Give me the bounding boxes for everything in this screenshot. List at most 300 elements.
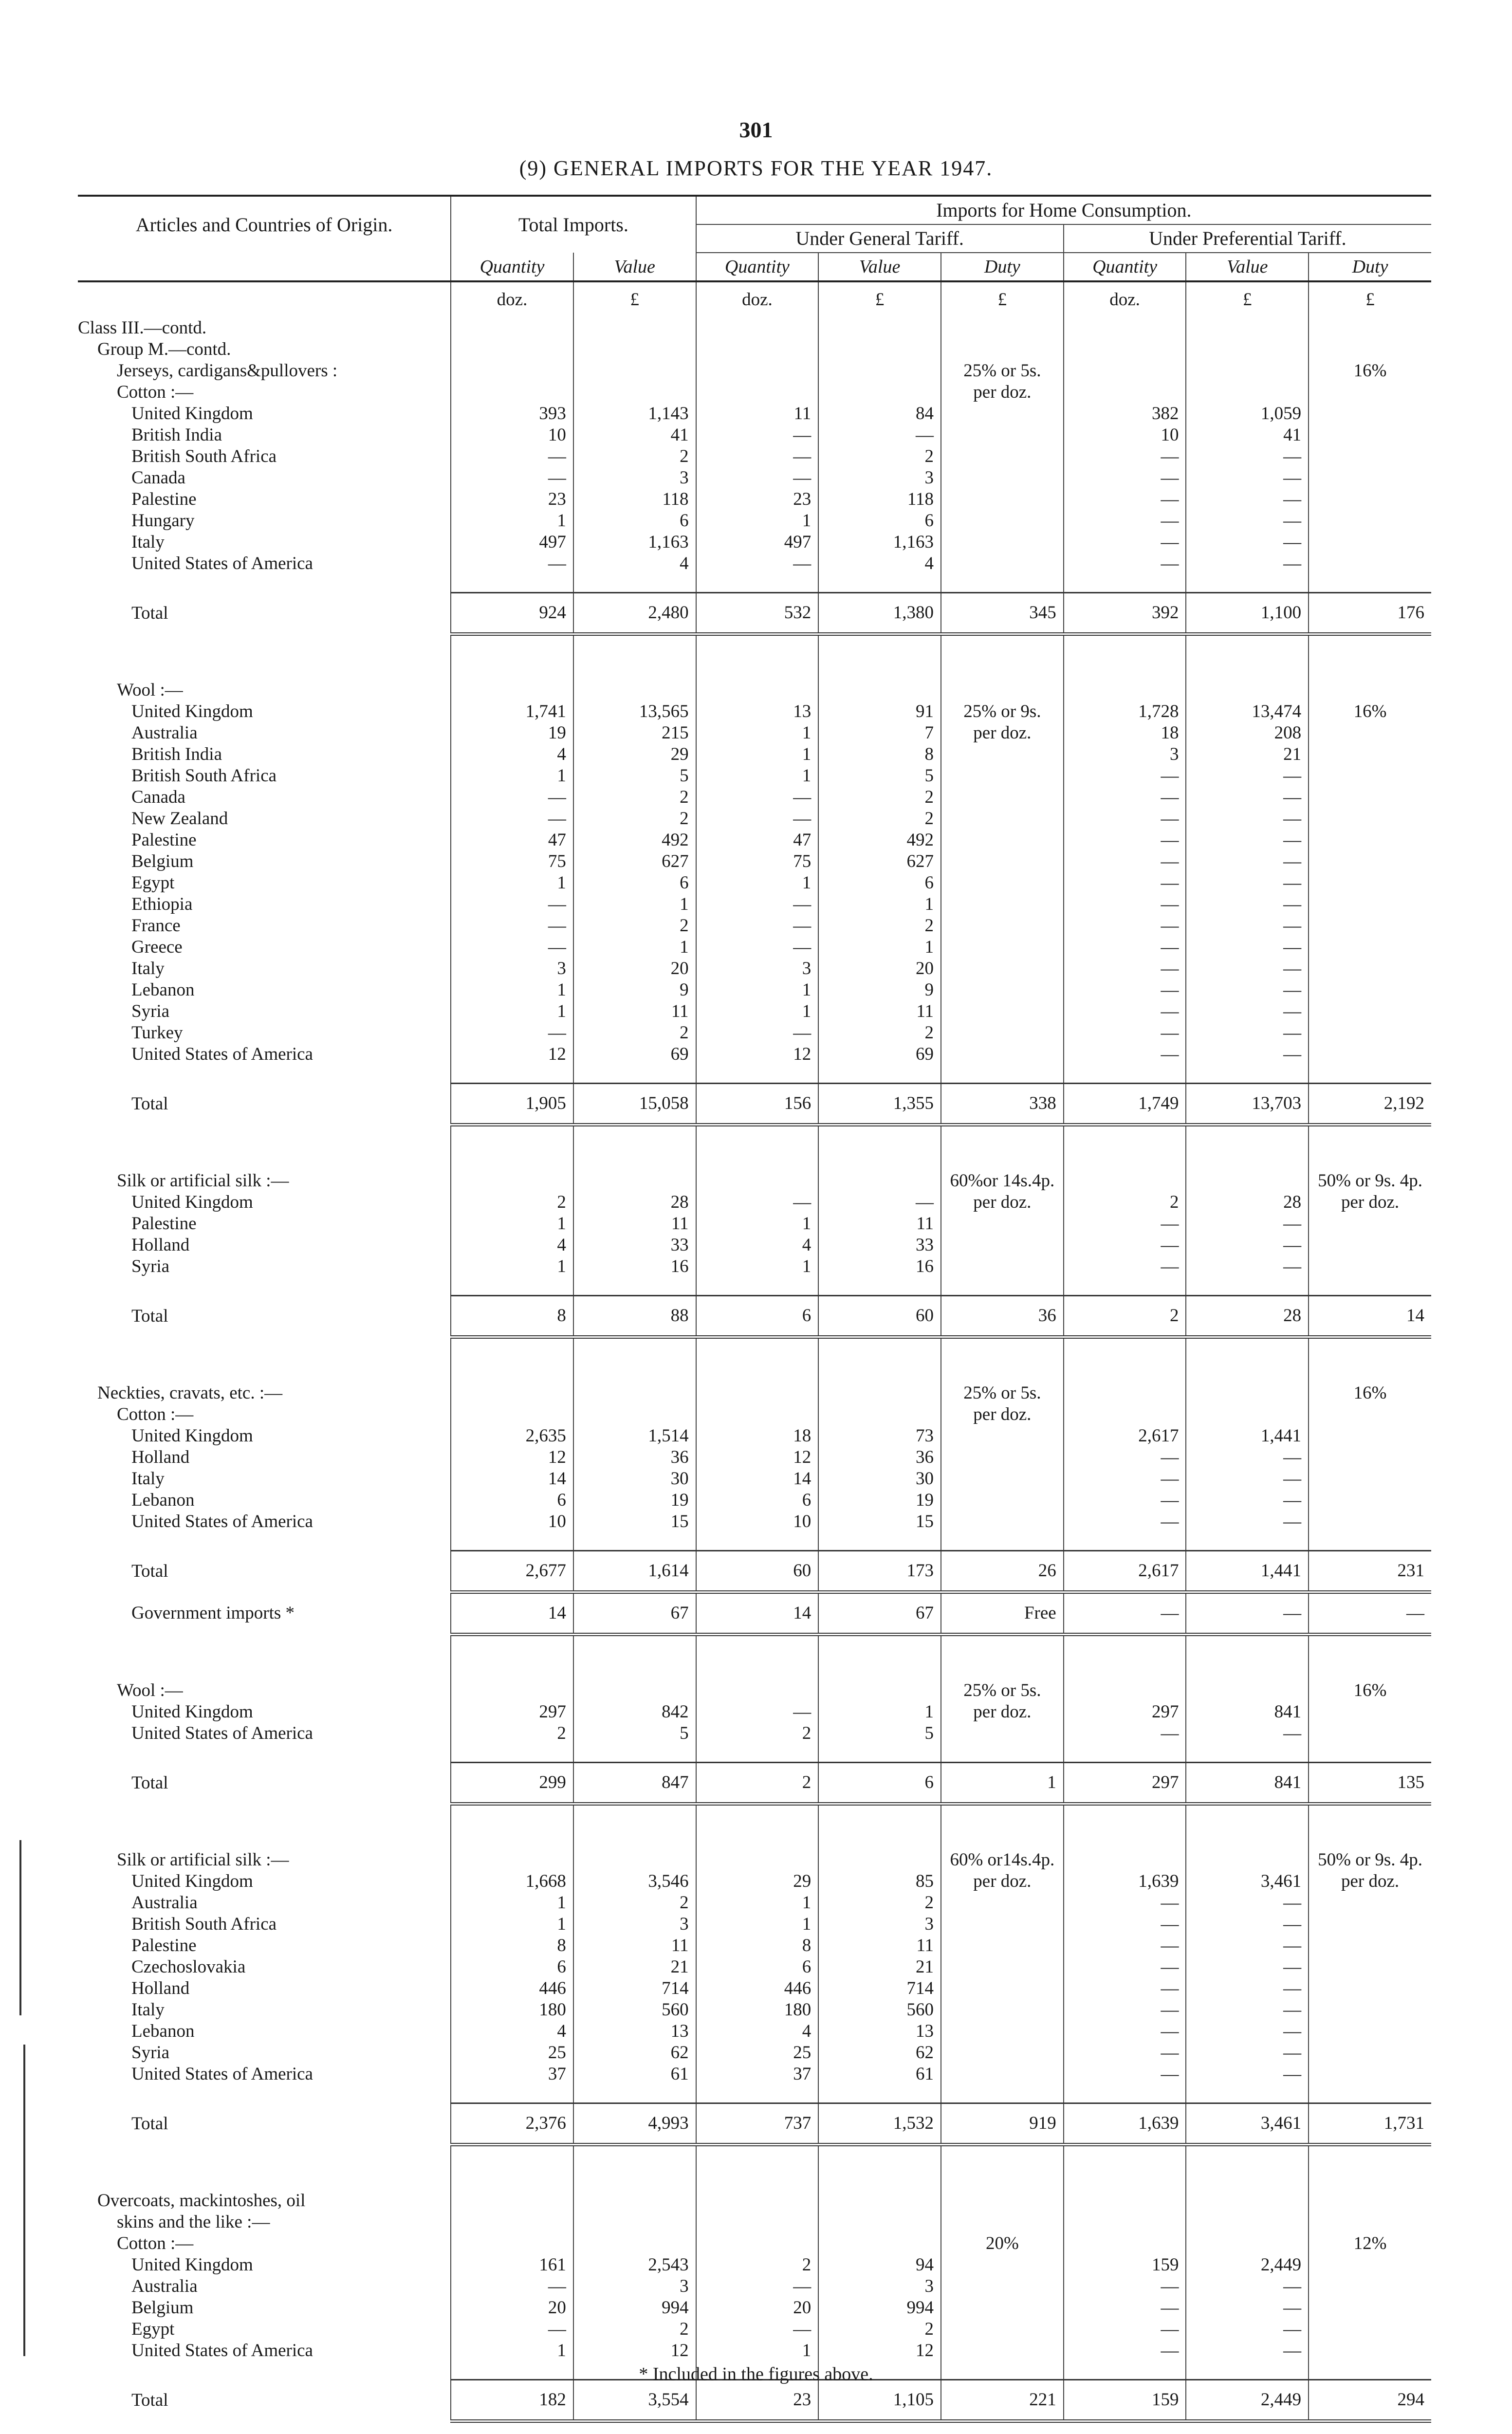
cell-pq: 159 — [1064, 2380, 1186, 2421]
row-label: Total — [131, 1561, 168, 1581]
cell-pduty: 1,731 — [1309, 2103, 1431, 2145]
cell-gq: 23 — [696, 2380, 819, 2421]
total-row — [78, 1296, 1431, 1337]
cell-pduty — [1309, 532, 1431, 553]
cell-pduty — [1309, 830, 1431, 851]
cell-gq: 12 — [696, 1044, 819, 1065]
cell-pduty — [1309, 2297, 1431, 2319]
cell-pq: — — [1064, 1044, 1186, 1065]
cell-pv: 3,461 — [1186, 1871, 1309, 1892]
cell-pduty — [1309, 872, 1431, 894]
cell-pduty — [1309, 937, 1431, 958]
cell-tq — [451, 360, 573, 382]
cell-tq: 497 — [451, 532, 573, 553]
spacer-row — [78, 1532, 1431, 1551]
cell-gv: 173 — [818, 1551, 941, 1592]
row-label: United Kingdom — [131, 2255, 253, 2275]
cell-pv: — — [1186, 1956, 1309, 1978]
cell-tq: 10 — [451, 424, 573, 446]
cell-pq: 3 — [1064, 744, 1186, 765]
cell-pq: — — [1064, 1914, 1186, 1935]
cell-tq — [451, 1170, 573, 1192]
cell-gduty: per doz. — [941, 1404, 1064, 1425]
row-label: Australia — [131, 1893, 198, 1913]
cell-tq: 6 — [451, 1956, 573, 1978]
cell-tq: 182 — [451, 2380, 573, 2421]
cell-pduty — [1309, 1723, 1431, 1744]
cell-gduty — [941, 467, 1064, 489]
cell-gv: 62 — [818, 2042, 941, 2064]
cell-pduty — [1309, 2340, 1431, 2361]
cell-pduty — [1309, 403, 1431, 424]
cell-gduty: per doz. — [941, 1871, 1064, 1892]
cell-tq: 1 — [451, 1892, 573, 1914]
cell-tv: 36 — [573, 1447, 696, 1468]
cell-gq: 1 — [696, 1256, 819, 1277]
cell-tq: 2 — [451, 1192, 573, 1213]
cell-gv: 3 — [818, 467, 941, 489]
table-row — [78, 979, 1431, 1001]
cell-gq — [696, 339, 819, 360]
cell-pq: — — [1064, 1213, 1186, 1235]
cell-tv: 3 — [573, 1914, 696, 1935]
section-heading-row — [78, 382, 1431, 403]
row-label: Cotton :— — [117, 1404, 194, 1424]
row-label: British India — [131, 425, 222, 445]
cell-gv: 2 — [818, 446, 941, 467]
cell-pq: 1,639 — [1064, 1871, 1186, 1892]
cell-pq: — — [1064, 958, 1186, 979]
cell-pq — [1064, 2190, 1186, 2212]
row-label: Canada — [131, 787, 185, 807]
cell-gq: — — [696, 2319, 819, 2340]
cell-pq: — — [1064, 2297, 1186, 2319]
cell-pq: 2,617 — [1064, 1551, 1186, 1592]
cell-gq: 446 — [696, 1978, 819, 1999]
cell-tq — [451, 2190, 573, 2212]
cell-gv — [818, 360, 941, 382]
cell-gv: 627 — [818, 851, 941, 872]
row-label: United States of America — [131, 1044, 313, 1064]
row-label: United Kingdom — [131, 701, 253, 721]
row-label: Total — [131, 603, 168, 623]
cell-pq: 2 — [1064, 1192, 1186, 1213]
table-row — [78, 403, 1431, 424]
cell-gduty — [941, 1956, 1064, 1978]
cell-tv: 15 — [573, 1511, 696, 1532]
cell-pv: 208 — [1186, 722, 1309, 744]
cell-gq — [696, 680, 819, 701]
cell-tq: — — [451, 2319, 573, 2340]
cell-tq: 1 — [451, 1001, 573, 1022]
cell-gv: 5 — [818, 1723, 941, 1744]
cell-gq: — — [696, 2276, 819, 2297]
cell-pv: — — [1186, 1490, 1309, 1511]
cell-gduty: per doz. — [941, 1192, 1064, 1213]
cell-gduty — [941, 339, 1064, 360]
cell-tq — [451, 2233, 573, 2254]
cell-tq — [451, 1383, 573, 1404]
cell-gduty: 345 — [941, 593, 1064, 634]
unit-cell: £ — [818, 281, 941, 317]
cell-gq: — — [696, 446, 819, 467]
cell-pv: — — [1186, 1723, 1309, 1744]
row-label: British India — [131, 744, 222, 764]
cell-pq: 392 — [1064, 593, 1186, 634]
cell-pq: 18 — [1064, 722, 1186, 744]
cell-tq: 1 — [451, 510, 573, 532]
cell-pduty — [1309, 2190, 1431, 2212]
cell-pq: — — [1064, 1723, 1186, 1744]
cell-tv: 19 — [573, 1490, 696, 1511]
cell-pduty — [1309, 765, 1431, 787]
spacer-row — [78, 634, 1431, 680]
cell-pv: 2,449 — [1186, 2380, 1309, 2421]
table-row — [78, 701, 1431, 722]
cell-gduty — [941, 1914, 1064, 1935]
row-label: Palestine — [131, 830, 197, 850]
cell-pduty — [1309, 958, 1431, 979]
cell-pq: 2 — [1064, 1296, 1186, 1337]
cell-tv: 627 — [573, 851, 696, 872]
header-general-quantity: Quantity — [696, 253, 819, 281]
spacer-row — [78, 1635, 1431, 1680]
cell-gq: 4 — [696, 2021, 819, 2042]
cell-pv — [1186, 317, 1309, 339]
page-number: 301 — [739, 117, 773, 142]
cell-gduty — [941, 1425, 1064, 1447]
cell-tq: 23 — [451, 489, 573, 510]
table-row — [78, 1999, 1431, 2021]
cell-gq: 8 — [696, 1935, 819, 1956]
table-row — [78, 1723, 1431, 1744]
cell-gq: 1 — [696, 979, 819, 1001]
cell-gq — [696, 360, 819, 382]
cell-gduty — [941, 1511, 1064, 1532]
table-row — [78, 1192, 1431, 1213]
table-row — [78, 1213, 1431, 1235]
cell-gduty: per doz. — [941, 382, 1064, 403]
cell-pv: 841 — [1186, 1763, 1309, 1804]
cell-pduty: 12% — [1309, 2233, 1431, 2254]
cell-tq: 1,668 — [451, 1871, 573, 1892]
cell-pq: — — [1064, 1468, 1186, 1490]
header-preferential-tariff: Under Preferential Tariff. — [1064, 224, 1431, 253]
table-row — [78, 2319, 1431, 2340]
cell-pq: — — [1064, 1001, 1186, 1022]
cell-pq: — — [1064, 1592, 1186, 1635]
cell-gq: 6 — [696, 1296, 819, 1337]
cell-gduty — [941, 1892, 1064, 1914]
row-label: United Kingdom — [131, 1702, 253, 1722]
cell-gv — [818, 1404, 941, 1425]
cell-tv: 1 — [573, 937, 696, 958]
cell-pq — [1064, 317, 1186, 339]
cell-tv — [573, 680, 696, 701]
cell-gv: 33 — [818, 1235, 941, 1256]
cell-pduty — [1309, 722, 1431, 744]
cell-tv: 62 — [573, 2042, 696, 2064]
cell-tv: 3 — [573, 467, 696, 489]
cell-gduty: 36 — [941, 1296, 1064, 1337]
cell-pq: 1,639 — [1064, 2103, 1186, 2145]
table-row — [78, 2297, 1431, 2319]
cell-tq: 20 — [451, 2297, 573, 2319]
cell-pduty — [1309, 808, 1431, 830]
cell-pq: — — [1064, 808, 1186, 830]
cell-tv: 69 — [573, 1044, 696, 1065]
table-row — [78, 1956, 1431, 1978]
cell-gduty — [941, 317, 1064, 339]
cell-tv: 13,565 — [573, 701, 696, 722]
cell-gq — [696, 1383, 819, 1404]
cell-tv: 13 — [573, 2021, 696, 2042]
cell-tv: 61 — [573, 2064, 696, 2085]
table-row — [78, 2340, 1431, 2361]
cell-tq: 8 — [451, 1296, 573, 1337]
row-label: Class III.—contd. — [78, 318, 207, 338]
cell-gv: 7 — [818, 722, 941, 744]
cell-pv: — — [1186, 2340, 1309, 2361]
row-label: Australia — [131, 723, 198, 743]
cell-tv: 2,480 — [573, 593, 696, 634]
table-row — [78, 1256, 1431, 1277]
cell-pq: — — [1064, 1447, 1186, 1468]
cell-pduty: 16% — [1309, 701, 1431, 722]
cell-gduty — [941, 2276, 1064, 2297]
cell-tv: 67 — [573, 1592, 696, 1635]
cell-pv: 28 — [1186, 1192, 1309, 1213]
cell-tv: 847 — [573, 1763, 696, 1804]
cell-gv: 12 — [818, 2340, 941, 2361]
cell-gv: — — [818, 1192, 941, 1213]
cell-gv: 1 — [818, 937, 941, 958]
cell-pduty — [1309, 382, 1431, 403]
cell-tv: 33 — [573, 1235, 696, 1256]
row-label: Egypt — [131, 873, 175, 893]
table-row — [78, 489, 1431, 510]
cell-pduty — [1309, 1022, 1431, 1044]
cell-gduty — [941, 2021, 1064, 2042]
row-label: New Zealand — [131, 809, 228, 829]
header-home-consumption: Imports for Home Consumption. — [696, 196, 1431, 224]
cell-gduty — [941, 872, 1064, 894]
cell-tv: 88 — [573, 1296, 696, 1337]
cell-gduty — [941, 1044, 1064, 1065]
cell-gq: 156 — [696, 1084, 819, 1125]
cell-tq: — — [451, 808, 573, 830]
cell-pq — [1064, 680, 1186, 701]
cell-gq: 29 — [696, 1871, 819, 1892]
cell-pduty — [1309, 1935, 1431, 1956]
row-label: Government imports * — [131, 1603, 295, 1623]
cell-gv: 1 — [818, 1701, 941, 1723]
cell-tq: — — [451, 787, 573, 808]
cell-tv — [573, 2190, 696, 2212]
cell-tv: 11 — [573, 1213, 696, 1235]
cell-gv: 36 — [818, 1447, 941, 1468]
cell-pduty — [1309, 1425, 1431, 1447]
section-heading-row — [78, 1383, 1431, 1404]
cell-pq — [1064, 1383, 1186, 1404]
cell-gv — [818, 1849, 941, 1871]
cell-pv — [1186, 1170, 1309, 1192]
table-row — [78, 851, 1431, 872]
cell-gduty — [941, 979, 1064, 1001]
table-row — [78, 1490, 1431, 1511]
cell-gq: 75 — [696, 851, 819, 872]
cell-gduty — [941, 808, 1064, 830]
cell-tv: 6 — [573, 872, 696, 894]
cell-pv: 28 — [1186, 1296, 1309, 1337]
cell-gq: 14 — [696, 1468, 819, 1490]
cell-pq: — — [1064, 446, 1186, 467]
unit-cell: doz. — [696, 281, 819, 317]
cell-tv: 3,554 — [573, 2380, 696, 2421]
cell-gq: 497 — [696, 532, 819, 553]
cell-pduty: 16% — [1309, 1680, 1431, 1701]
cell-pduty: 16% — [1309, 360, 1431, 382]
cell-pq: — — [1064, 510, 1186, 532]
cell-pv: 13,474 — [1186, 701, 1309, 722]
cell-gduty: 25% or 9s. — [941, 701, 1064, 722]
row-label: Italy — [131, 532, 165, 552]
cell-gv — [818, 2212, 941, 2233]
cell-gv: 11 — [818, 1213, 941, 1235]
table-row — [78, 1425, 1431, 1447]
cell-pduty: 14 — [1309, 1296, 1431, 1337]
cell-pv: — — [1186, 894, 1309, 915]
cell-pduty — [1309, 680, 1431, 701]
cell-pq: 159 — [1064, 2254, 1186, 2276]
cell-pv: — — [1186, 1511, 1309, 1532]
table-row — [78, 830, 1431, 851]
cell-gduty — [941, 830, 1064, 851]
cell-tv: 9 — [573, 979, 696, 1001]
row-label: Lebanon — [131, 1490, 195, 1510]
table-row — [78, 446, 1431, 467]
cell-gv: 1 — [818, 894, 941, 915]
cell-tv: 1,614 — [573, 1551, 696, 1592]
cell-pv — [1186, 1849, 1309, 1871]
cell-pv: 1,100 — [1186, 593, 1309, 634]
cell-tq: — — [451, 1022, 573, 1044]
table-row — [78, 915, 1431, 937]
row-label: United States of America — [131, 1723, 313, 1743]
cell-tv: 842 — [573, 1701, 696, 1723]
cell-pq: — — [1064, 1935, 1186, 1956]
cell-gv: 5 — [818, 765, 941, 787]
cell-gq — [696, 2233, 819, 2254]
cell-gv: 30 — [818, 1468, 941, 1490]
cell-pq: 10 — [1064, 424, 1186, 446]
cell-tq: 1 — [451, 765, 573, 787]
spacer-row — [78, 1337, 1431, 1383]
cell-pq: — — [1064, 1956, 1186, 1978]
section-heading-row — [78, 2212, 1431, 2233]
unit-cell: £ — [1186, 281, 1309, 317]
cell-pv: 841 — [1186, 1701, 1309, 1723]
cell-tq: — — [451, 2276, 573, 2297]
cell-pduty — [1309, 1404, 1431, 1425]
header-articles: Articles and Countries of Origin. — [78, 196, 451, 253]
cell-gduty — [941, 510, 1064, 532]
cell-gq: 2 — [696, 1763, 819, 1804]
page-title: (9) GENERAL IMPORTS FOR THE YEAR 1947. — [519, 156, 993, 180]
row-label: Australia — [131, 2276, 198, 2296]
cell-tq: 75 — [451, 851, 573, 872]
row-label: Palestine — [131, 1936, 197, 1955]
cell-pq: — — [1064, 765, 1186, 787]
row-label: United Kingdom — [131, 1871, 253, 1891]
row-label: Italy — [131, 1469, 165, 1489]
cell-pduty — [1309, 1256, 1431, 1277]
cell-tv: 20 — [573, 958, 696, 979]
cell-pduty — [1309, 2254, 1431, 2276]
cell-pv: 41 — [1186, 424, 1309, 446]
cell-tq: 12 — [451, 1044, 573, 1065]
header-general-duty: Duty — [941, 253, 1064, 281]
table-row — [78, 872, 1431, 894]
row-label: Hungary — [131, 511, 195, 531]
row-label: Holland — [131, 1978, 190, 1998]
cell-pduty — [1309, 2042, 1431, 2064]
cell-gq: — — [696, 467, 819, 489]
cell-tq: 2,635 — [451, 1425, 573, 1447]
table-row — [78, 1892, 1431, 1914]
header-total-quantity: Quantity — [451, 253, 573, 281]
cell-gv: 1,380 — [818, 593, 941, 634]
cell-tv — [573, 1680, 696, 1701]
footnote: * Included in the figures above. — [639, 2364, 873, 2384]
cell-gduty: 221 — [941, 2380, 1064, 2421]
cell-pduty — [1309, 894, 1431, 915]
cell-pduty — [1309, 1447, 1431, 1468]
cell-tv: 2 — [573, 808, 696, 830]
cell-tq: 1 — [451, 2340, 573, 2361]
cell-pduty: 294 — [1309, 2380, 1431, 2421]
cell-gq: 14 — [696, 1592, 819, 1635]
cell-pduty — [1309, 2064, 1431, 2085]
cell-gq: 18 — [696, 1425, 819, 1447]
row-label: Wool :— — [117, 1680, 183, 1700]
header-preferential-value: Value — [1186, 253, 1309, 281]
cell-tv: 28 — [573, 1192, 696, 1213]
cell-pduty: 135 — [1309, 1763, 1431, 1804]
cell-tq: 3 — [451, 958, 573, 979]
cell-pq: — — [1064, 2276, 1186, 2297]
table-row — [78, 2064, 1431, 2085]
cell-gv — [818, 1170, 941, 1192]
cell-pq: — — [1064, 553, 1186, 574]
row-label: Neckties, cravats, etc. :— — [97, 1383, 283, 1403]
cell-gduty: 20% — [941, 2233, 1064, 2254]
cell-tq: — — [451, 937, 573, 958]
cell-pq — [1064, 339, 1186, 360]
cell-pq: — — [1064, 489, 1186, 510]
cell-pv: — — [1186, 1935, 1309, 1956]
table-row — [78, 1978, 1431, 1999]
total-row — [78, 1084, 1431, 1125]
cell-pv — [1186, 2233, 1309, 2254]
cell-gq: — — [696, 787, 819, 808]
cell-pv: — — [1186, 1914, 1309, 1935]
table-row — [78, 532, 1431, 553]
row-label: Egypt — [131, 2319, 175, 2339]
cell-pduty — [1309, 1978, 1431, 1999]
cell-gv: 2 — [818, 915, 941, 937]
cell-gv: 8 — [818, 744, 941, 765]
